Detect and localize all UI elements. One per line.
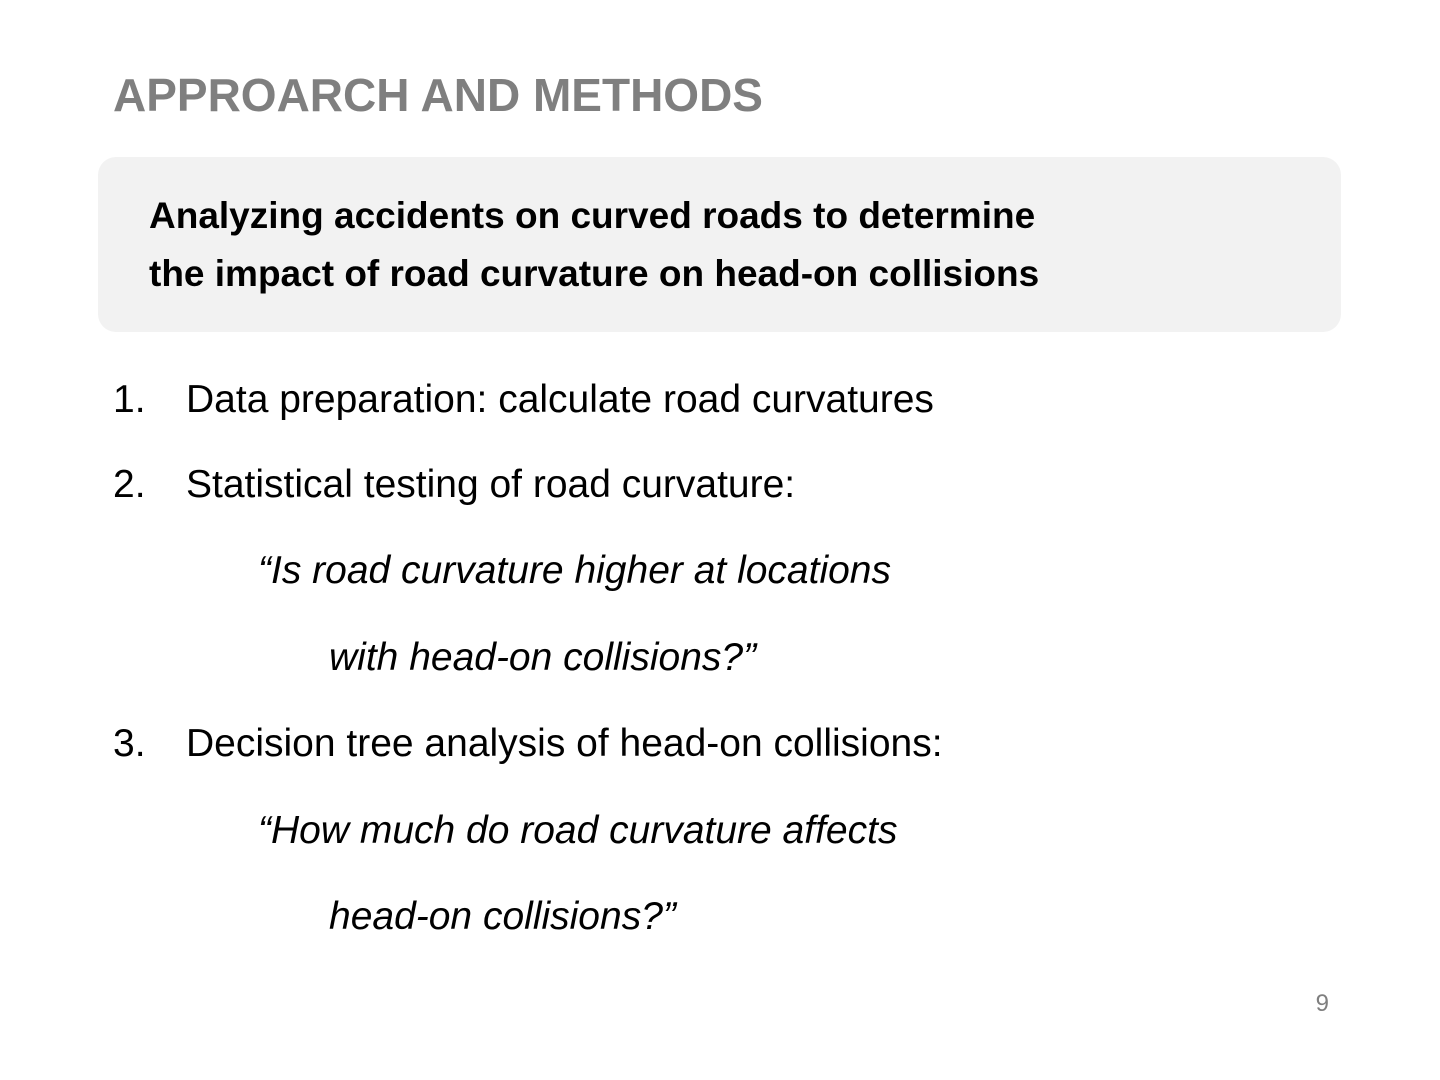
list-number: 3. [113, 722, 146, 765]
list-text: Data preparation: calculate road curvatures [186, 378, 934, 421]
slide-title: APPROARCH AND METHODS [113, 69, 763, 121]
list-number: 2. [113, 463, 146, 506]
objective-line-2: the impact of road curvature on head-on collisions [149, 253, 1040, 294]
list-text: Decision tree analysis of head-on collisions: [186, 722, 943, 765]
research-question-1-line-1: “Is road curvature higher at locations [258, 549, 891, 592]
objective-callout-box [98, 157, 1341, 332]
objective-line-1: Analyzing accidents on curved roads to determine [149, 195, 1036, 236]
research-question-2-line-1: “How much do road curvature affects [258, 809, 898, 852]
research-question-1-line-2: with head-on collisions?” [329, 636, 757, 679]
list-number: 1. [113, 378, 146, 421]
list-text: Statistical testing of road curvature: [186, 463, 796, 506]
research-question-2-line-2: head-on collisions?” [329, 895, 676, 938]
page-number: 9 [1315, 990, 1329, 1017]
